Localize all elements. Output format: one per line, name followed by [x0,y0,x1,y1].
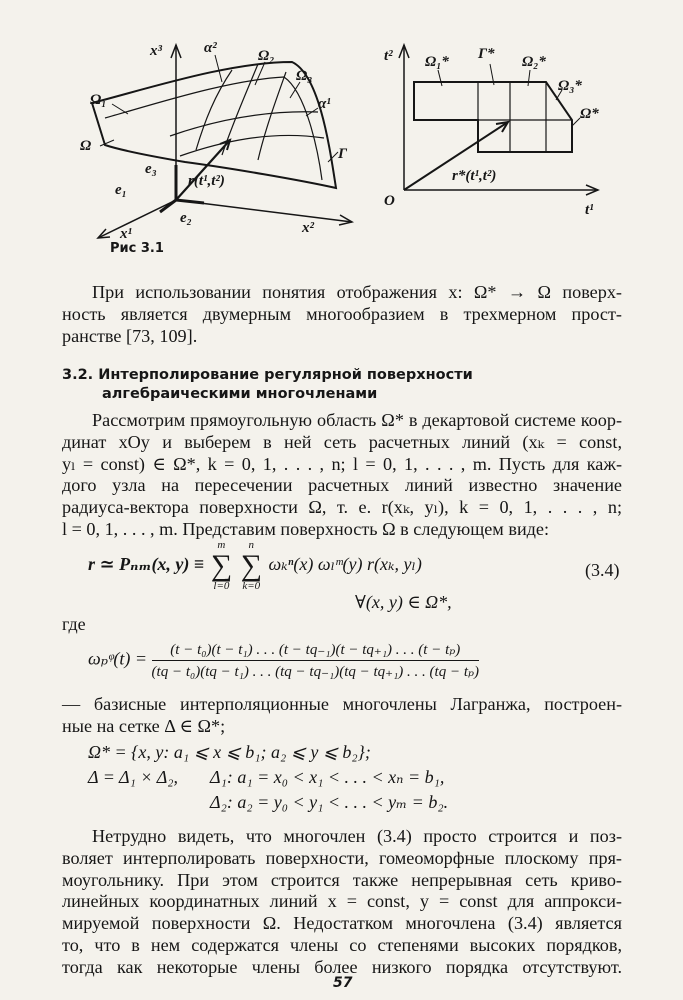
page-number: 57 [333,975,353,991]
lagrange-formula [88,640,479,681]
label-omega: Ω [80,138,92,154]
domain-outline [414,82,572,152]
sum-k-lower: k=0 [242,580,261,592]
lagrange-fraction [152,640,479,681]
left-surface-diagram [92,45,352,238]
leader-omega2 [255,62,265,85]
label-x3: x³ [150,43,162,59]
paragraph-line: ные на сетке Δ ∈ Ω*; [62,715,226,736]
sum-l-lower: l=0 [213,580,230,592]
leader-omega1s [438,70,442,86]
section-title-line2: алгебраическими многочленами [102,386,378,402]
alpha1-line-2 [180,135,324,156]
e2-vector [176,200,204,203]
sigma-symbol: ∑ [240,549,262,582]
leader-omega2s [528,70,530,86]
section-title-line1: Интерполирование регулярной поверхности [98,367,473,383]
label-omega1: Ω₁ [90,92,107,108]
label-gammas: Γ* [478,46,495,62]
label-x1: x¹ [120,226,132,242]
label-e3: e₃ [145,161,157,177]
label-origin: O [384,193,395,209]
figure-caption: Рис 3.1 [110,241,164,256]
label-gamma: Γ [338,146,348,162]
paragraph-line: воляет интерполировать поверхности, гомеоморфные плоскому пря- [62,847,622,868]
paragraph-line: ность является двумерным многообразием в трехмерном прост- [62,303,622,324]
paragraph-3 [62,694,622,738]
sum-k-upper: n [248,539,255,551]
paragraph-1 [62,282,622,347]
alpha2-line [196,70,232,150]
eq-lhs: r ≃ Pₙₘ(x, y) ≡ [88,554,205,575]
grid-line-3 [258,72,286,160]
label-r: r(t¹,t²) [188,173,225,189]
lagrange-numerator: (t − t₀)(t − t₁) . . . (t − tq₋₁)(t − tq₊₁) . . . (t − tₚ) [152,640,479,661]
label-omegas: Ω* [580,106,599,122]
label-e2: e₂ [180,210,192,226]
sigma-symbol: ∑ [210,549,233,582]
x1-axis [98,200,176,238]
label-e1: e₁ [115,182,127,198]
label-alpha1: α¹ [318,96,331,112]
paragraph-line: моугольнику. При этом строится также непрерывная сеть криво- [62,869,622,890]
left-labels [80,40,348,242]
equation-condition: ∀(x, y) ∈ Ω*, [355,592,452,612]
eq-rhs: ωₖⁿ(x) ωₗᵐ(y) r(xₖ, yₗ) [268,554,422,575]
label-omega3s: Ω₃* [558,78,582,94]
section-heading [62,366,602,404]
paragraph-line: мируемой поверхности Ω. Недостатком многочлена (3.4) является [62,913,622,934]
paragraph-line: yₗ = const) ∈ Ω*, k = 0, 1, . . . , n; l = 0, 1, . . . , m. Пусть для каж- [62,453,622,474]
paragraph-line: Рассмотрим прямоугольную область Ω* в декартовой системе коор- [92,410,622,430]
sum-l-upper: m [217,539,226,551]
leader-omegas [572,118,580,126]
paragraph-line: При использовании понятия отображения x: Ω* → Ω поверх- [92,282,622,302]
figure-3-1 [0,0,683,260]
domain-def-line2b: Δ₁: a₁ = x₀ < x₁ < . . . < xₙ = b₁, [210,767,445,787]
paragraph-line: тогда как некоторые члены более низкого порядка отсутствуют. [62,956,622,977]
equation-number: (3.4) [585,560,620,580]
label-omega2: Ω₂ [258,48,275,64]
label-omega2s: Ω₂* [522,54,546,70]
label-t1: t¹ [585,202,594,218]
domain-def-line2a: Δ = Δ₁ × Δ₂, [88,767,179,787]
sum-over-l [211,540,232,592]
paragraph-4 [62,826,622,979]
lagrange-denominator: (tq − t₀)(tq − t₁) . . . (tq − tq₋₁)(tq − tq₊₁) . . . (tq − tₚ) [151,664,479,680]
paragraph-line: Нетрудно видеть, что многочлен (3.4) просто строится и поз- [92,826,622,846]
lagrange-lhs: ωₚᵠ(t) = [88,648,148,669]
label-omega3: Ω₃ [296,68,313,84]
paragraph-line: дого узла на пересечении расчетных линий известно значение [62,475,622,496]
paragraph-line: — базисные интерполяционные многочлены Лагранжа, построен- [62,694,622,714]
surface-inner-edge [105,77,322,180]
label-t2: t² [384,48,393,64]
where-label: где [62,614,86,634]
section-number: 3.2. [62,367,94,383]
paragraph-2 [62,410,622,541]
domain-def-line1: Ω* = {x, y: a₁ ⩽ x ⩽ b₁; a₂ ⩽ y ⩽ b₂}; [88,742,371,762]
label-rs: r*(t¹,t²) [452,168,497,184]
paragraph-line: l = 0, 1, . . . , m. Представим поверхность Ω в следующем виде: [62,518,550,539]
label-x2: x² [302,220,314,236]
alpha1-line [170,112,318,136]
domain-def-line3: Δ₂: a₂ = y₀ < y₁ < . . . < yₘ = b₂. [210,792,449,812]
paragraph-line: ранстве [73, 109]. [62,325,198,346]
label-alpha2: α² [204,40,217,56]
paragraph-line: радиуса-вектора поверхности Ω, т. е. r(xₖ, yₗ), k = 0, 1, . . . , n; [62,497,622,518]
equation-3-4 [88,540,422,592]
paragraph-line: динат xOy и выберем в ней сеть расчетных линий (xₖ = const, [62,431,622,452]
paragraph-line: то, что в нем содержатся члены со степенями высоких порядков, [62,934,622,955]
sum-over-k [241,540,262,592]
leader-alpha2 [215,55,222,82]
paragraph-line: линейных координатных линий x = const, y = const для аппрокси- [62,891,622,912]
label-omega1s: Ω₁* [425,54,449,70]
leader-omega1 [112,104,128,114]
